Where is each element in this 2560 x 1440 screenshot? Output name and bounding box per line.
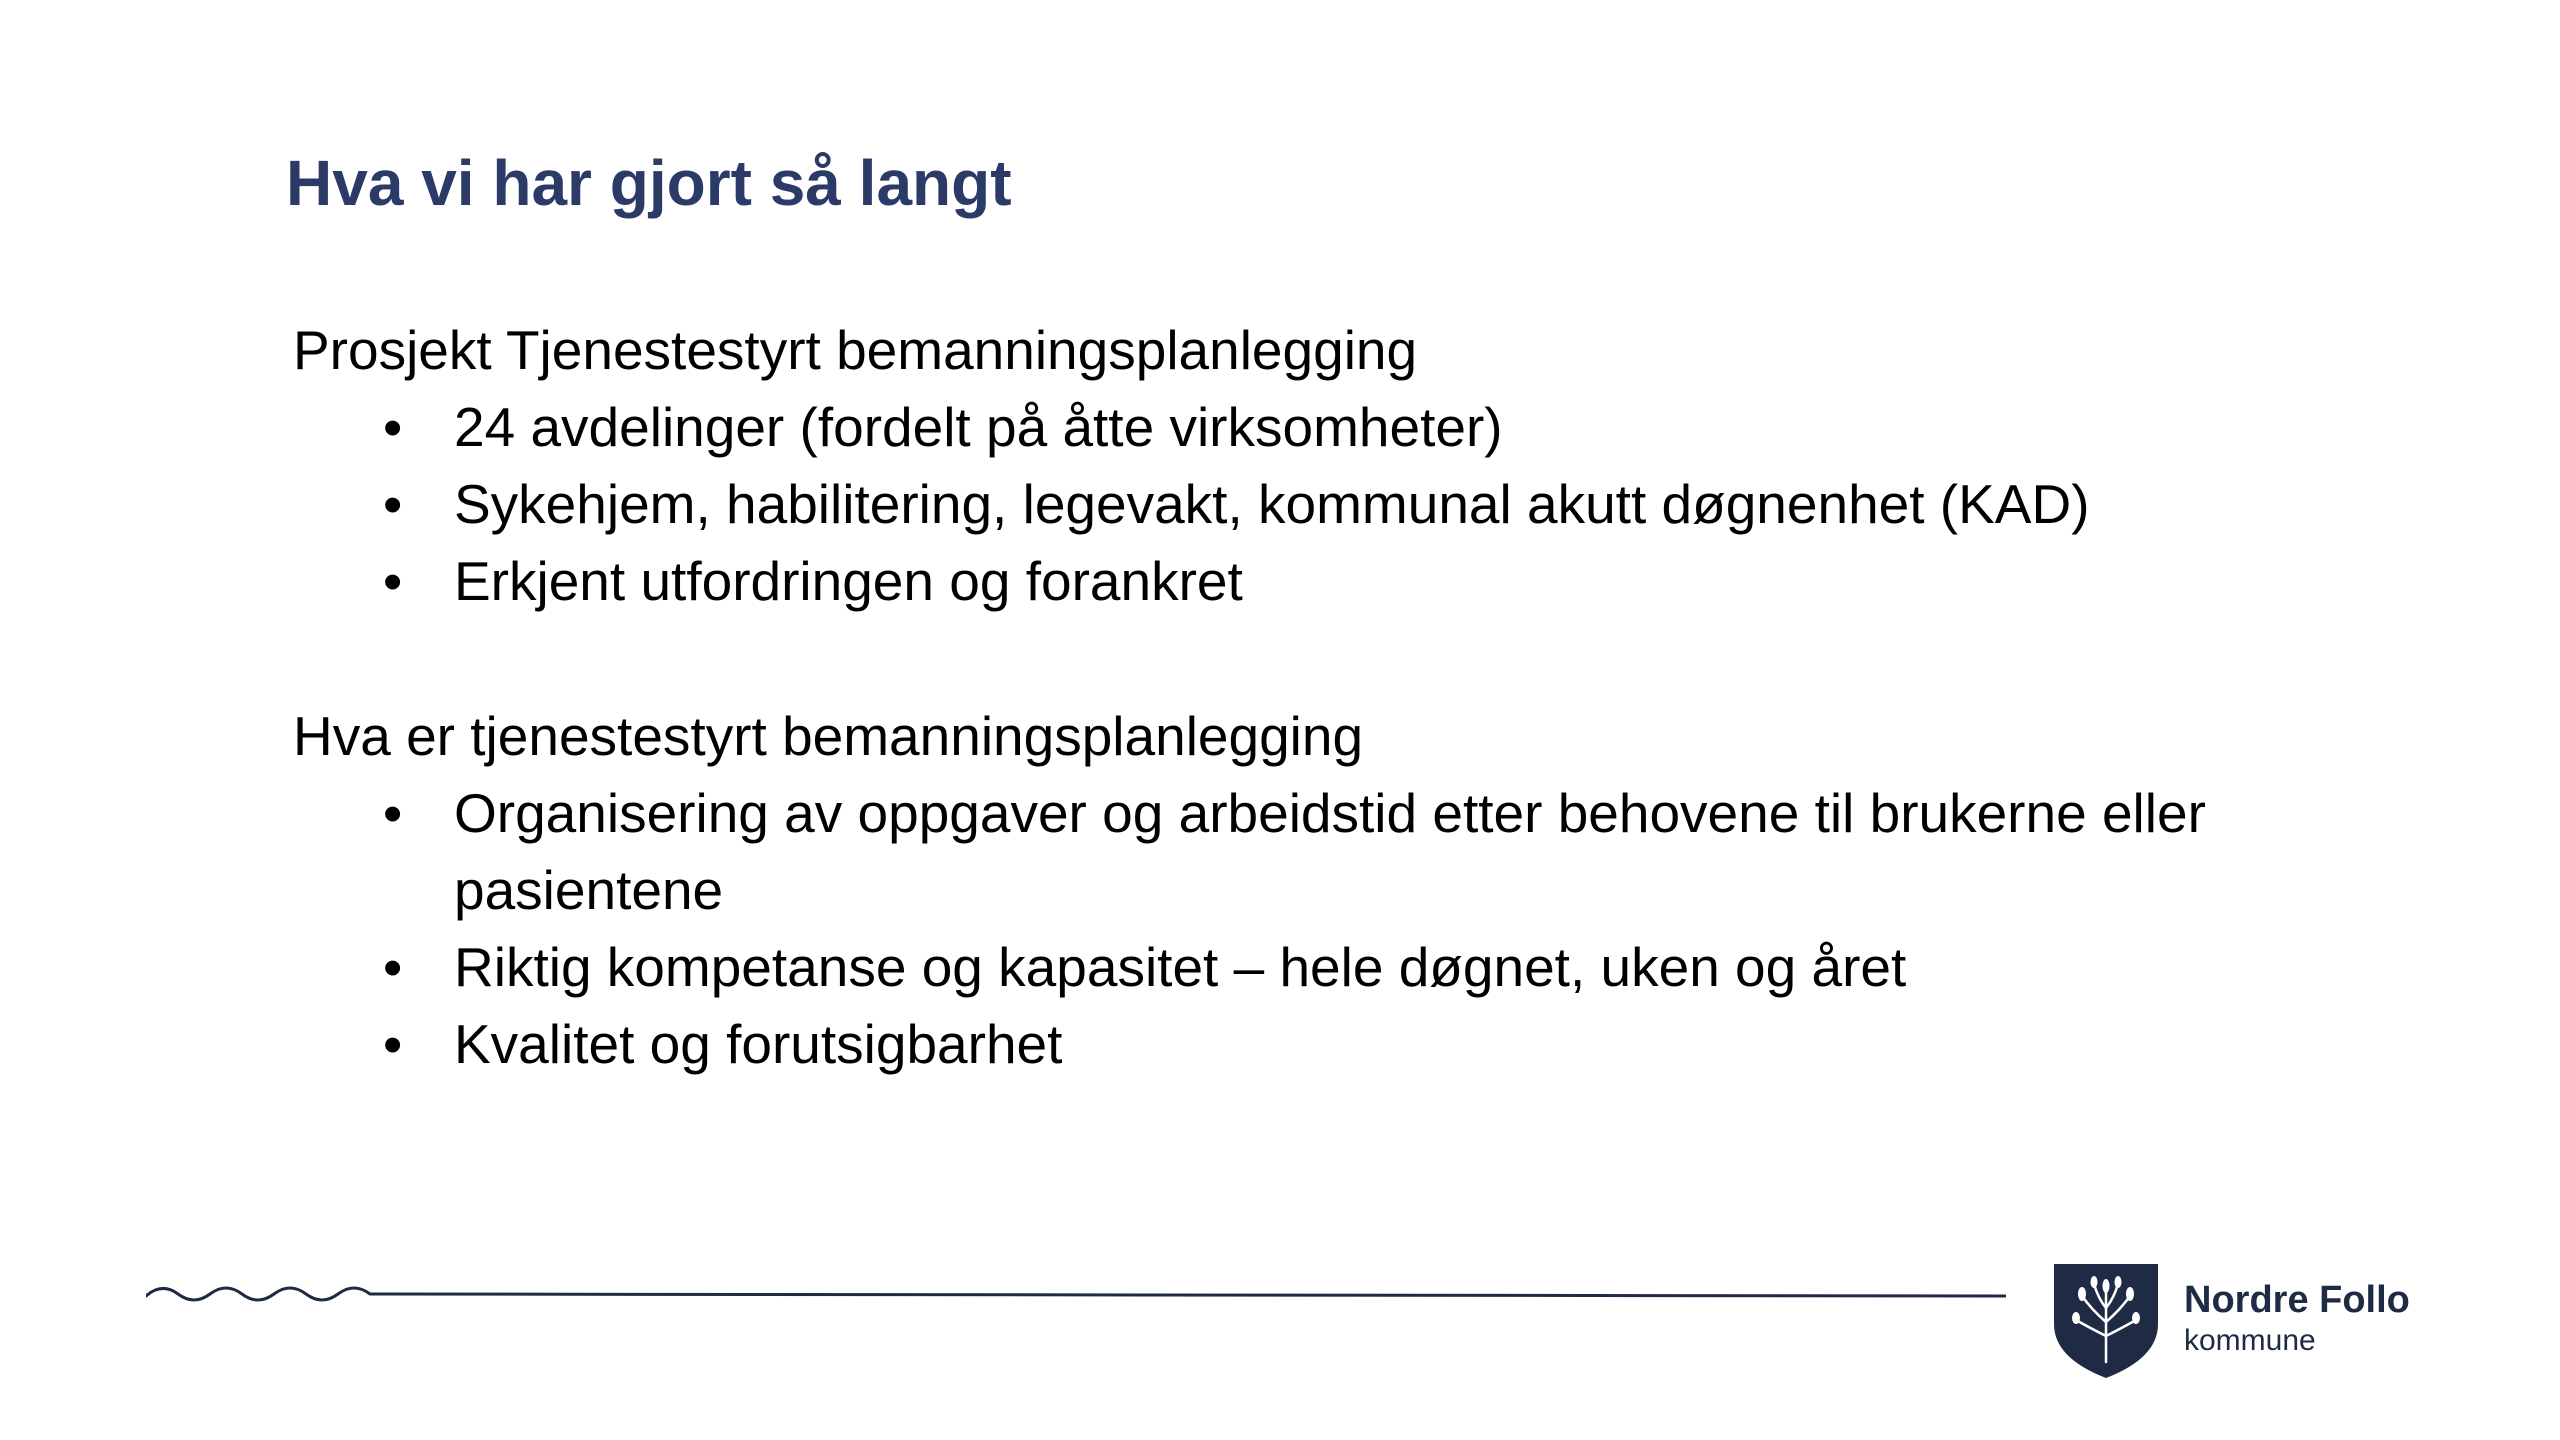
bullet-list xyxy=(293,775,2293,1083)
wave-line-icon xyxy=(146,1274,2006,1314)
bullet-text: Organisering av oppgaver og arbeidstid etter behovene til brukerne eller pasientene xyxy=(454,782,2206,921)
bullet-text: 24 avdelinger (fordelt på åtte virksomheter) xyxy=(454,396,1503,458)
list-item xyxy=(293,775,2304,929)
bullet-list xyxy=(293,389,2293,620)
bullet-icon: • xyxy=(383,782,403,844)
municipality-logo xyxy=(2052,1262,2412,1382)
logo-subtitle: kommune xyxy=(2184,1324,2316,1357)
section-project xyxy=(293,312,2293,620)
list-item xyxy=(293,543,2304,620)
bullet-icon: • xyxy=(383,396,403,458)
bullet-text: Riktig kompetanse og kapasitet – hele døgnet, uken og året xyxy=(454,936,1907,998)
section-heading: Prosjekt Tjenestestyrt bemanningsplanlegging xyxy=(293,319,1418,381)
list-item xyxy=(293,1006,2304,1083)
logo-name: Nordre Follo xyxy=(2184,1279,2410,1321)
slide-title: Hva vi har gjort så langt xyxy=(286,147,1012,219)
list-item xyxy=(293,929,2304,1006)
bullet-icon: • xyxy=(383,1013,403,1075)
list-item xyxy=(293,466,2304,543)
bullet-text: Sykehjem, habilitering, legevakt, kommunal akutt døgnenhet (KAD) xyxy=(454,473,2090,535)
bullet-icon: • xyxy=(383,936,403,998)
bullet-text: Erkjent utfordringen og forankret xyxy=(454,550,1243,612)
shield-emblem-icon xyxy=(2052,1262,2160,1380)
list-item xyxy=(293,389,2304,466)
bullet-icon: • xyxy=(383,473,403,535)
bullet-icon: • xyxy=(383,550,403,612)
bullet-text: Kvalitet og forutsigbarhet xyxy=(454,1013,1063,1075)
section-definition xyxy=(293,698,2293,1083)
section-heading: Hva er tjenestestyrt bemanningsplanlegging xyxy=(293,705,1364,767)
